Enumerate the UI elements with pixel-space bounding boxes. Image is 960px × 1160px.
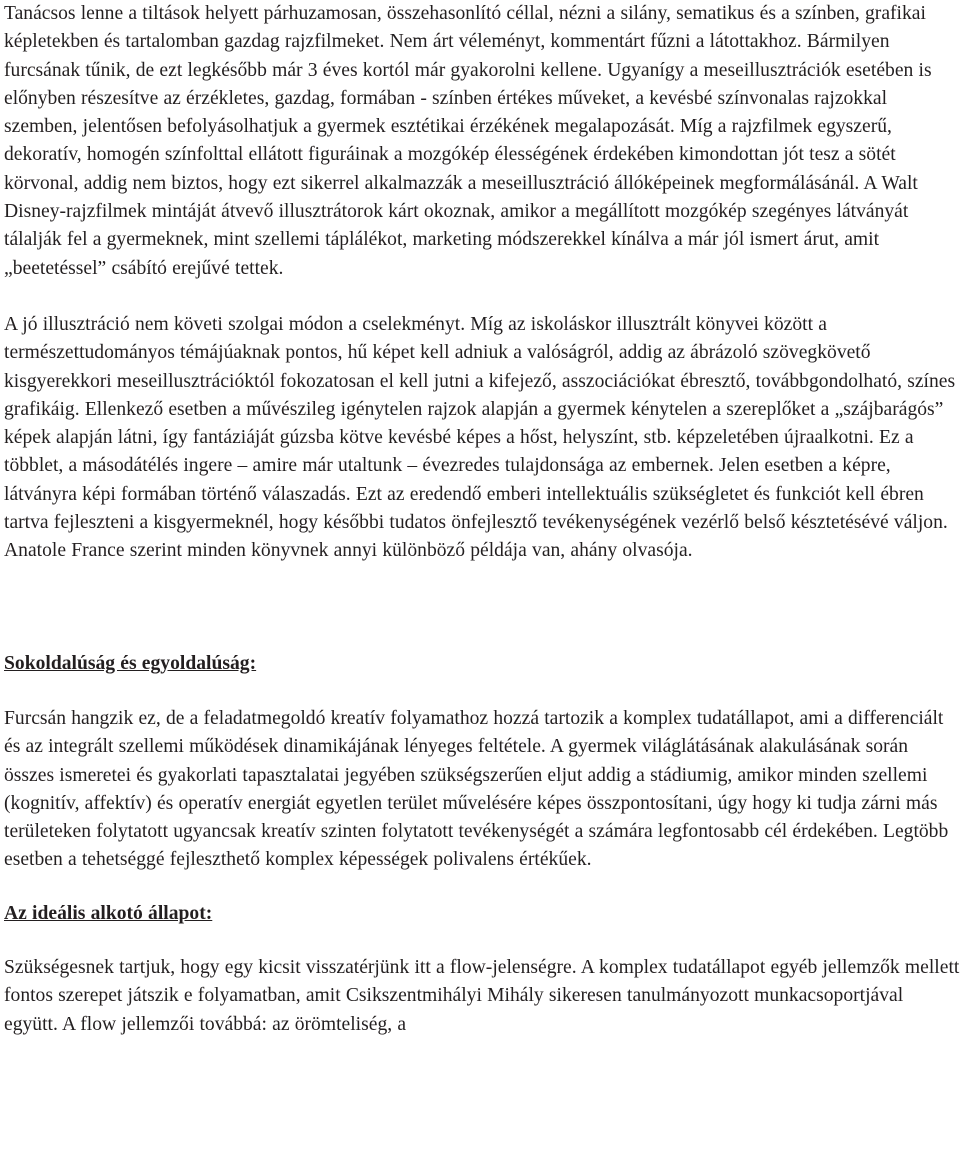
section-heading-versatility: Sokoldalúság és egyoldalúság: xyxy=(4,652,257,674)
paragraph-good-illustration: A jó illusztráció nem követi szolgai módon a cselekményt. Míg az iskoláskor illusztrált könyvei között a természettudományos témájúaknak pontos, hű képet kell adniuk a valóságról, addig az ábrázoló szövegkövető kisgyerekkori meseillusztrációktól fokozatosan el kell jutni a kifejező, asszociációkat ébresztő, továbbgondolható, színes grafikáig. Ellenkező esetben a művészileg igénytelen rajzok alapján a gyermek kénytelen a szereplőket a „szájbarágós” képek alapján látni, így fantáziáját gúzsba kötve kevésbé képes a hőst, helyszínt, stb. képzeletében újraalkotni. Ez a többlet, a másodátélés ingere – amire már utaltunk – évezredes tulajdonsága az embernek. Jelen esetben a képre, látványra képi formában történő válaszadás. Ezt az eredendő emberi intellektuális szükségletet és funkciót kell ébren tartva fejleszteni a kisgyermeknél, hogy későbbi tudatos önfejlesztő tevékenységének vezérlő belső késztetésévé váljon. Anatole France szerint minden könyvnek annyi különböző példája van, ahány olvasója. xyxy=(4,313,956,562)
paragraph-flow: Szükségesnek tartjuk, hogy egy kicsit visszatérjünk itt a flow-jelenségre. A komplex tudatállapot egyéb jellemzők mellett fontos szerepet játszik e folyamatban, amit Csikszentmihályi Mihály sikeresen tanulmányozott munkacsoportjával együtt. A flow jellemzői továbbá: az örömteliség, a xyxy=(4,957,960,1035)
paragraph-versatility: Furcsán hangzik ez, de a feladatmegoldó kreatív folyamathoz hozzá tartozik a komplex tudatállapot, ami a differenciált és az integrált szellemi működések dinamikájának lényeges feltétele. A gyermek világlátásának alakulásának során összes ismeretei és gyakorlati tapasztalatai jegyében szükségszerűen eljut addig a stádiumig, amikor minden szellemi (kognitív, affektív) és operatív energiát egyetlen terület művelésére képes összpontosítani, úgy hogy ki tudja zárni más területeken folytatott ugyancsak kreatív szinten folytatott tevékenységét a számára legfontosabb cél érdekében. Legtöbb esetben a tehetséggé fejleszthető komplex képességek polivalens értékűek. xyxy=(4,707,949,871)
paragraph-illustration-critique: Tanácsos lenne a tiltások helyett párhuzamosan, összehasonlító céllal, nézni a silány, sematikus és a színben, grafikai képletekben és tartalomban gazdag rajzfilmeket. Nem árt véleményt, kommentárt fűzni a látottakhoz. Bármilyen furcsának tűnik, de ezt legkésőbb már 3 éves kortól már gyakorolni kellene. Ugyanígy a meseillusztrációk esetében is előnyben részesítve az érzékletes, gazdag, formában - színben értékes műveket, a kevésbé színvonalas rajzokkal szemben, jelentősen befolyásolhatjuk a gyermek esztétikai érzékének megalapozását. Míg a rajzfilmek egyszerű, dekoratív, homogén színfolttal ellátott figuráinak a mozgókép élességének érdekében kimondottan jót tesz a sötét körvonal, addig nem biztos, hogy ezt sikerrel alkalmazzák a meseillusztráció állóképeinek megformálásánál. A Walt Disney-rajzfilmek mintáját átvevő illusztrátorok kárt okoznak, amikor a megállított mozgókép szegényes látványát tálalják fel a gyermeknek, mint szellemi táplálékot, marketing módszerekkel kínálva a már jól ismert árut, amit „beetetéssel” csábító erejűvé tettek. xyxy=(4,3,932,279)
section-heading-ideal-state: Az ideális alkotó állapot: xyxy=(4,902,213,924)
